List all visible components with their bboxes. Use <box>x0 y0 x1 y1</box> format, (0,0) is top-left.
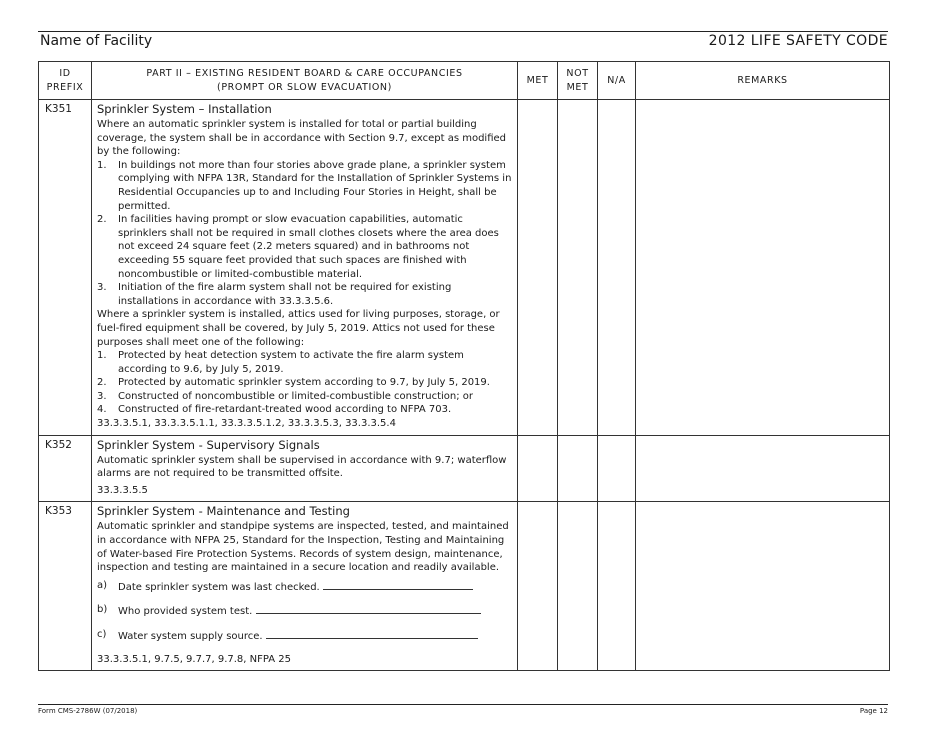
not-met-cell-k352[interactable] <box>558 435 598 502</box>
k351-title: Sprinkler System – Installation <box>97 102 272 116</box>
k351-intro: Where an automatic sprinkler system is installed for total or partial building coverage, the system shall be in accordance with Section 9.7, except as modified by the following: <box>97 119 507 158</box>
id-prefix-header: ID PREFIX <box>39 62 92 100</box>
header-top-rule <box>38 31 888 32</box>
remarks-cell-k351[interactable] <box>636 100 890 436</box>
requirement-k352 <box>92 435 518 502</box>
checklist-table <box>38 61 890 671</box>
list-item: 3. Initiation of the fire alarm system shall not be required for existing installations in accordance with 33.3.3.5.6. <box>97 282 452 307</box>
requirement-k351 <box>92 100 518 436</box>
k353-title: Sprinkler System - Maintenance and Testing <box>97 504 350 519</box>
list-item: 2. In facilities having prompt or slow evacuation capabilities, automatic sprinklers shall not be required in small clothes closets where the area does not exceed 24 square feet (2.2 meters squared) and in bathrooms not exceeding 55 square feet provided that such spaces are finished with noncombustible or limited-combustible material. <box>97 214 499 280</box>
met-cell-k353[interactable] <box>518 502 558 671</box>
k351-items <box>97 159 513 309</box>
page-number: Page 12 <box>859 707 888 715</box>
k351-attic-text: Where a sprinkler system is installed, attics used for living purposes, storage, or fuel-fired equipment shall be covered, by July 5, 2019. Attics not used for these purposes shall meet one of the following: <box>97 309 500 348</box>
list-item: 1. In buildings not more than four stories above grade plane, a sprinkler system complying with NFPA 13R, Standard for the Installation of Sprinkler Systems in Residential Occupancies up to and Including Four Stories in Height, shall be permitted. <box>97 159 512 212</box>
table-row-k352 <box>39 435 890 502</box>
table-row-k351 <box>39 100 890 436</box>
form-id: Form CMS-2786W (07/2018) <box>38 707 138 715</box>
k352-title: Sprinkler System - Supervisory Signals <box>97 437 320 452</box>
list-item: 3. Constructed of noncombustible or limited-combustible construction; or <box>97 390 474 402</box>
id-k352: K352 <box>39 435 92 502</box>
id-k353: K353 <box>39 502 92 671</box>
requirement-k353 <box>92 502 518 671</box>
list-item: 4. Constructed of fire-retardant-treated wood according to NFPA 703. <box>97 404 452 416</box>
question-c: c) Water system supply source. <box>97 628 513 644</box>
k352-refs: 33.3.3.5.5 <box>97 484 148 496</box>
footer-rule <box>38 704 888 705</box>
remarks-header: REMARKS <box>636 62 890 100</box>
part-header: PART II – EXISTING RESIDENT BOARD & CARE OCCUPANCIES (PROMPT OR SLOW EVACUATION) <box>92 62 518 100</box>
answer-a-blank[interactable] <box>323 579 473 590</box>
answer-c-blank[interactable] <box>266 628 478 639</box>
met-cell-k351[interactable] <box>518 100 558 436</box>
na-header: N/A <box>598 62 636 100</box>
list-item: 1. Protected by heat detection system to activate the fire alarm system according to 9.6, by July 5, 2019. <box>97 350 464 375</box>
not-met-header: NOT MET <box>558 62 598 100</box>
facility-name-label: Name of Facility <box>40 33 153 49</box>
na-cell-k353[interactable] <box>598 502 636 671</box>
question-a: a) Date sprinkler system was last checked. <box>97 579 513 595</box>
met-cell-k352[interactable] <box>518 435 558 502</box>
na-cell-k351[interactable] <box>598 100 636 436</box>
k353-refs: 33.3.3.5.1, 9.7.5, 9.7.7, 9.7.8, NFPA 25 <box>97 653 292 665</box>
not-met-cell-k351[interactable] <box>558 100 598 436</box>
remarks-cell-k353[interactable] <box>636 502 890 671</box>
not-met-cell-k353[interactable] <box>558 502 598 671</box>
na-cell-k352[interactable] <box>598 435 636 502</box>
answer-b-blank[interactable] <box>256 603 481 614</box>
table-row-k353 <box>39 502 890 671</box>
remarks-cell-k352[interactable] <box>636 435 890 502</box>
id-k351: K351 <box>39 100 92 436</box>
table-header-row <box>39 62 890 100</box>
list-item: 2. Protected by automatic sprinkler system according to 9.7, by July 5, 2019. <box>97 377 490 389</box>
met-header: MET <box>518 62 558 100</box>
question-b: b) Who provided system test. <box>97 603 513 619</box>
k351-refs: 33.3.3.5.1, 33.3.3.5.1.1, 33.3.3.5.1.2, 33.3.3.5.3, 33.3.3.5.4 <box>97 418 396 430</box>
k352-text: Automatic sprinkler system shall be supervised in accordance with 9.7; waterflow alarms are not required to be transmitted offsite. <box>97 454 507 480</box>
k351-attic-items <box>97 349 513 417</box>
k353-text: Automatic sprinkler and standpipe systems are inspected, tested, and maintained in accordance with NFPA 25, Standard for the Inspection, Testing and Maintaining of Water-based Fire Protection Systems. Records of system design, maintenance, inspection and testing are maintained in a secure location and readily available. <box>97 521 509 574</box>
code-title: 2012 LIFE SAFETY CODE <box>708 33 888 49</box>
